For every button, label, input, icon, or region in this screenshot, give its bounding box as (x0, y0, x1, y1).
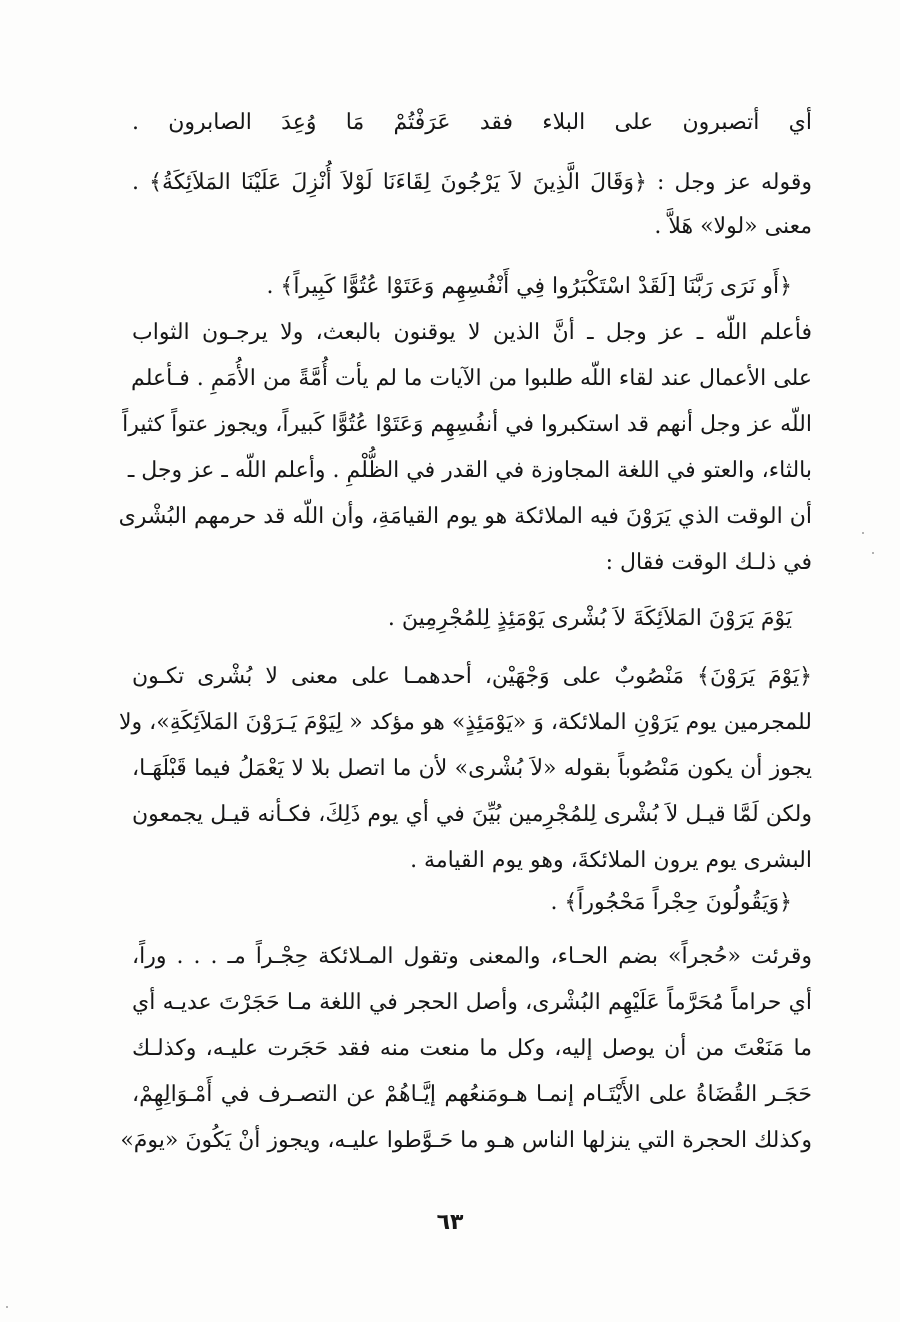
scan-speck (6, 1306, 8, 1308)
text-line-14: يجوز أن يكون مَنْصُوباً بقوله «لاَ بُشْرى» لأن ما اتصل بلا لا يَعْمَلُ فيما قَبْلَهَـا، (132, 756, 812, 781)
scan-speck (862, 532, 864, 534)
text-line-16: البشرى يوم يرون الملائكةَ، وهو يوم القيامة . (410, 848, 812, 873)
text-line-13: للمجرمين يوم يَرَوْنِ الملائكة، وَ «يَوْمَئِذٍ» هو مؤكد « لِيَوْمَ يَـرَوْنَ المَلاَئِكَةِ»، ولا (119, 710, 812, 735)
text-line-10: في ذلـك الوقت فقال : (605, 550, 812, 575)
text-line-21: حَجَـر القُضَاةُ على الأَيْتَـام إنمـا هـومَنعُهم إيَّـاهُمْ عن التصـرف في أَمْـوَالِهِمْ، (132, 1082, 812, 1107)
text-line-5: فأعلم اللّه ـ عز وجل ـ أنَّ الذين لا يوقنون بالبعث، ولا يرجـون الثواب (132, 320, 812, 345)
text-line-15: ولكن لَمَّا قيـل لاَ بُشْرى لِلمُجْرِمين بُيِّنَ في أي يوم ذَلِكَ، فكـأنه قيـل يجمعون (132, 802, 812, 827)
text-line-12: ﴿يَوْمَ يَرَوْنَ﴾ مَنْصُوبٌ على وَجْهَيْن، أحدهمـا على معنى لا بُشْرى تكـون (132, 664, 812, 689)
text-line-17: ﴿وَيَقُولُونَ حِجْراً مَحْجُوراً﴾ . (550, 890, 792, 915)
text-line-1: أي أتصبرون على البلاء فقد عَرَفْتُمْ مَا وُعِدَ الصابرون . (132, 110, 812, 135)
scan-speck (872, 552, 874, 554)
text-line-3: معنى «لولا» هَلاَّ . (654, 214, 812, 239)
text-line-22: وكذلك الحجرة التي ينزلها الناس هـو ما حَـوَّطوا عليـه، ويجوز أنْ يَكُونَ «يومَ» (120, 1128, 812, 1153)
text-line-11: يَوْمَ يَرَوْنَ المَلاَئِكَةَ لاَ بُشْرى يَوْمَئِذٍ لِلمُجْرِمِينَ . (387, 606, 792, 631)
text-line-20: ما مَنَعْتَ من أن يوصل إليه، وكل ما منعت منه فقد حَجَرت عليـه، وكذلـك (132, 1036, 812, 1061)
text-line-8: بالثاء، والعتو في اللغة المجاوزة في القدر في الظُّلْمِ . وأعلم اللّه ـ عز وجل ـ (127, 458, 812, 483)
text-line-18: وقرئت «حُجراً» بضم الحـاء، والمعنى وتقول المـلائكة حِجْـراً مـ . . . وراً، (132, 944, 812, 969)
page-number: ٦٣ (436, 1210, 464, 1235)
text-line-2: وقوله عز وجل : ﴿وَقَالَ الَّذِينَ لاَ يَرْجُونَ لِقَاءَنَا لَوْلاَ أُنْزِلَ عَلَيْنَا المَلاَئِكَةُ﴾ . (132, 170, 812, 195)
text-line-19: أي حراماً مُحَرَّماً عَلَيْهِم البُشْرى، وأصل الحجر في اللغة مـا حَجَرْتَ عديـه أي (132, 990, 812, 1015)
text-line-6: على الأعمال عند لقاء اللّه طلبوا من الآيات ما لم يأت أُمَّةً من الأُمَمِ . فـأعلم (131, 366, 812, 391)
text-line-4: ﴿أَو نَرَى رَبَّنَا [لَقَدْ اسْتَكْبَرُوا فِي أَنْفُسِهِم وَعَتَوْا عُتُوًّا كَبِيراً﴾ . (266, 274, 792, 299)
text-line-7: اللّه عز وجل أنهم قد استكبروا في أنفُسِهِم وَعَتَوْا عُتُوًّا كَبيراً، ويجوز عتواً كثيراً (122, 412, 812, 437)
text-line-9: أن الوقت الذي يَرَوْنَ فيه الملائكة هو يوم القيامَةِ، وأن اللّه قد حرمهم البُشْرى (118, 504, 812, 529)
